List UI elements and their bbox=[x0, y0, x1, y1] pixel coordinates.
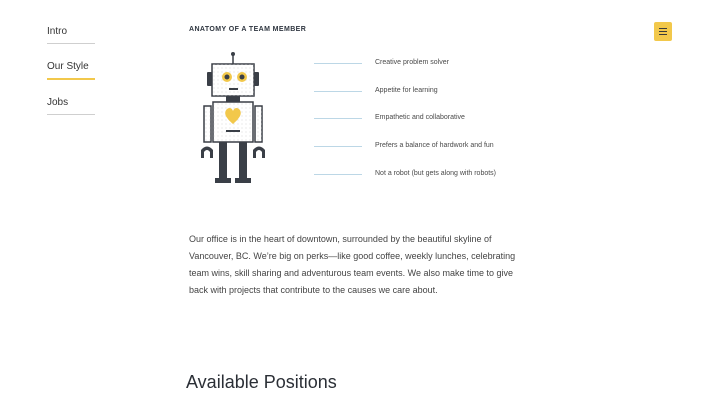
hamburger-line bbox=[659, 28, 667, 29]
trait-creative: Creative problem solver bbox=[375, 59, 449, 66]
trait-connector-line bbox=[314, 118, 362, 119]
office-description: Our office is in the heart of downtown, surrounded by the beautiful skyline of Vancouver, BC. We’re big on perks—like good coffee, weekly lunches, celebrating team wins, skill sharing and adventurous team events. We also make time to give back with projects that contribute to the causes we care about. bbox=[189, 234, 516, 295]
trait-not-robot: Not a robot (but gets along with robots) bbox=[375, 170, 497, 177]
hamburger-line bbox=[659, 34, 667, 35]
menu-button[interactable] bbox=[654, 22, 672, 41]
available-positions-heading: Available Positions bbox=[186, 372, 337, 392]
trait-balance: Prefers a balance of hardwork and fun bbox=[375, 142, 494, 149]
robot-illustration bbox=[196, 50, 270, 186]
trait-connector-line bbox=[314, 63, 362, 64]
section-heading: ANATOMY OF A TEAM MEMBER bbox=[189, 26, 307, 33]
trait-connector-line bbox=[314, 174, 362, 175]
trait-collaborative: Empathetic and collaborative bbox=[375, 114, 465, 121]
trait-connector-line bbox=[314, 146, 362, 147]
nav-item-intro[interactable]: Intro bbox=[47, 24, 95, 44]
side-navigation bbox=[47, 24, 95, 130]
nav-item-jobs[interactable]: Jobs bbox=[47, 95, 95, 115]
trait-learning: Appetite for learning bbox=[375, 87, 438, 94]
hamburger-line bbox=[659, 31, 667, 32]
nav-item-our-style[interactable]: Our Style bbox=[47, 59, 95, 80]
trait-connector-line bbox=[314, 91, 362, 92]
